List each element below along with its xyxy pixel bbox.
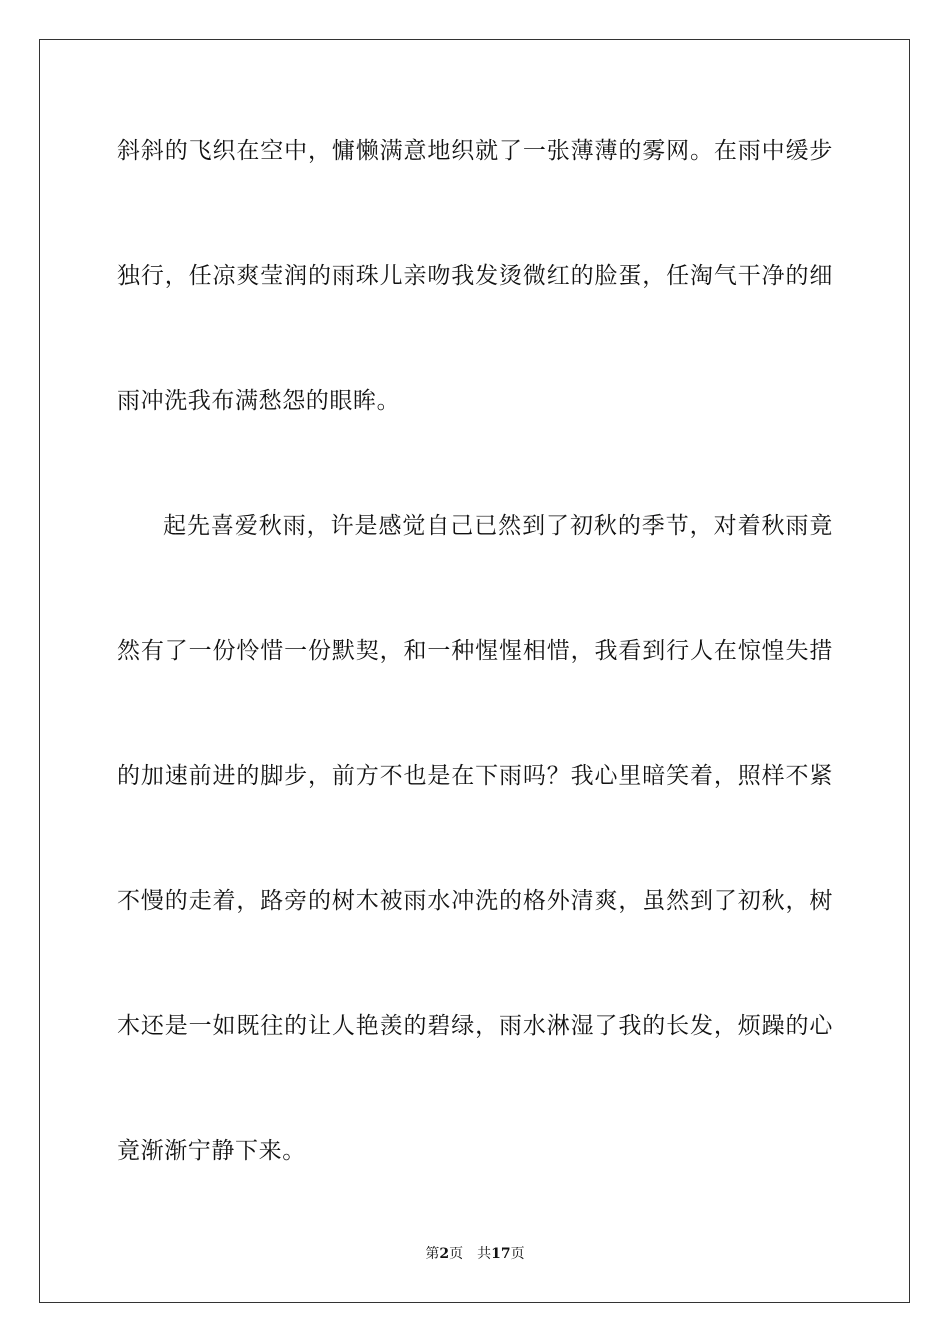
text-line: 然有了一份怜惜一份默契，和一种惺惺相惜，我看到行人在惊惶失措	[117, 638, 833, 664]
total-pages: 17	[491, 1246, 511, 1262]
total-prefix: 共	[477, 1246, 492, 1262]
text-line: 木还是一如既往的让人艳羡的碧绿，雨水淋湿了我的长发，烦躁的心	[117, 1013, 833, 1039]
page-prefix: 第	[425, 1246, 440, 1262]
page-number-label	[425, 1246, 463, 1262]
text-line: 的加速前进的脚步，前方不也是在下雨吗？我心里暗笑着，照样不紧	[117, 763, 833, 789]
page-footer	[0, 1244, 950, 1264]
text-line: 竟渐渐宁静下来。	[117, 1138, 306, 1164]
text-line: 独行，任凉爽莹润的雨珠儿亲吻我发烫微红的脸蛋，任淘气干净的细	[117, 263, 833, 289]
total-suffix: 页	[510, 1246, 525, 1262]
text-line-paragraph-start: 起先喜爱秋雨，许是感觉自己已然到了初秋的季节，对着秋雨竟	[163, 513, 833, 539]
page-suffix: 页	[449, 1246, 464, 1262]
text-line: 不慢的走着，路旁的树木被雨水冲洗的格外清爽，虽然到了初秋，树	[117, 888, 833, 914]
page-border	[39, 39, 910, 1303]
text-line: 雨冲洗我布满愁怨的眼眸。	[117, 388, 401, 414]
text-line: 斜斜的飞织在空中，慵懒满意地织就了一张薄薄的雾网。在雨中缓步	[117, 138, 833, 164]
total-pages-label	[477, 1246, 524, 1262]
page-number: 2	[439, 1246, 450, 1262]
